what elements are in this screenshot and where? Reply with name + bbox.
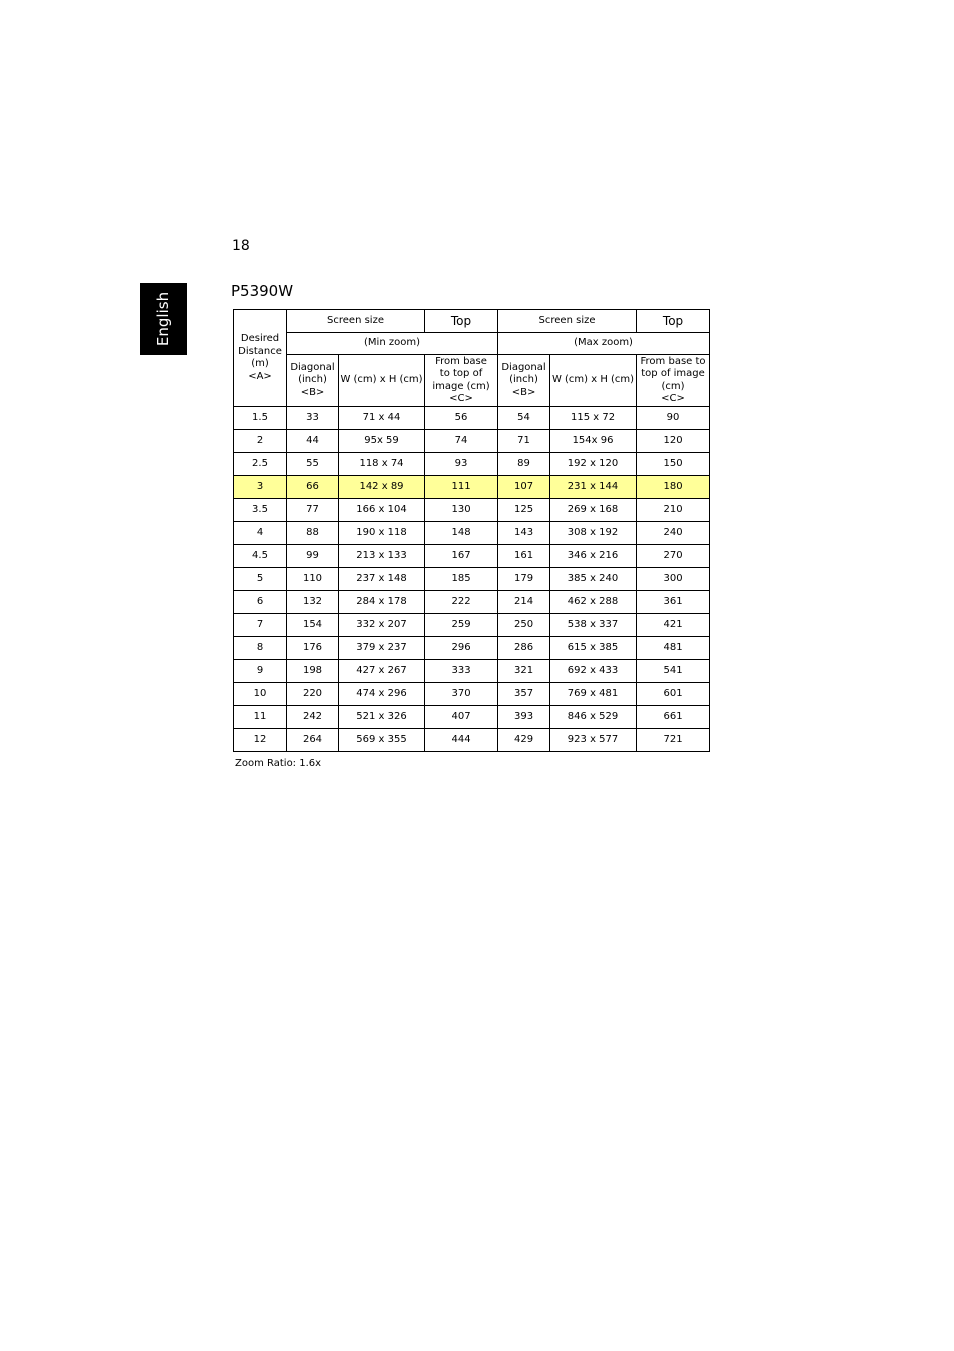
table-row [234, 706, 710, 729]
cell-diagonal-min: 99 [287, 545, 339, 568]
cell-wh-min: 284 x 178 [339, 591, 425, 614]
cell-diagonal-max: 321 [498, 660, 550, 683]
cell-top-min: 222 [425, 591, 498, 614]
cell-diagonal-max: 54 [498, 407, 550, 430]
cell-wh-max: 346 x 216 [550, 545, 637, 568]
cell-diagonal-min: 66 [287, 476, 339, 499]
cell-top-min: 333 [425, 660, 498, 683]
cell-wh-min: 166 x 104 [339, 499, 425, 522]
cell-wh-max: 308 x 192 [550, 522, 637, 545]
cell-wh-max: 769 x 481 [550, 683, 637, 706]
cell-wh-min: 95x 59 [339, 430, 425, 453]
cell-top-min: 407 [425, 706, 498, 729]
cell-diagonal-max: 286 [498, 637, 550, 660]
header-max-zoom: (Max zoom) [498, 333, 710, 355]
cell-top-max: 210 [637, 499, 710, 522]
cell-diagonal-min: 264 [287, 729, 339, 752]
cell-diagonal-max: 89 [498, 453, 550, 476]
cell-top-max: 601 [637, 683, 710, 706]
cell-top-min: 148 [425, 522, 498, 545]
cell-diagonal-max: 357 [498, 683, 550, 706]
cell-wh-min: 379 x 237 [339, 637, 425, 660]
cell-wh-max: 154x 96 [550, 430, 637, 453]
table-row [234, 568, 710, 591]
cell-top-max: 481 [637, 637, 710, 660]
cell-distance: 2 [234, 430, 287, 453]
table-row [234, 430, 710, 453]
cell-wh-max: 462 x 288 [550, 591, 637, 614]
cell-diagonal-max: 71 [498, 430, 550, 453]
header-wh-min: W (cm) x H (cm) [339, 355, 425, 407]
cell-distance: 8 [234, 637, 287, 660]
cell-diagonal-min: 55 [287, 453, 339, 476]
header-wh-max: W (cm) x H (cm) [550, 355, 637, 407]
cell-wh-min: 190 x 118 [339, 522, 425, 545]
cell-wh-max: 538 x 337 [550, 614, 637, 637]
cell-distance: 3.5 [234, 499, 287, 522]
cell-diagonal-min: 44 [287, 430, 339, 453]
cell-diagonal-max: 393 [498, 706, 550, 729]
cell-wh-min: 521 x 326 [339, 706, 425, 729]
cell-top-min: 259 [425, 614, 498, 637]
cell-top-min: 74 [425, 430, 498, 453]
cell-top-min: 296 [425, 637, 498, 660]
cell-top-min: 444 [425, 729, 498, 752]
cell-top-min: 185 [425, 568, 498, 591]
cell-distance: 12 [234, 729, 287, 752]
table-row [234, 614, 710, 637]
cell-wh-max: 115 x 72 [550, 407, 637, 430]
header-diagonal-max: Diagonal (inch) <B> [498, 355, 550, 407]
header-screen-size-max: Screen size [498, 310, 637, 333]
table-row [234, 522, 710, 545]
table-row-highlighted [234, 476, 710, 499]
header-desired-distance: Desired Distance (m) <A> [234, 310, 287, 407]
header-top-min: Top [425, 310, 498, 333]
cell-top-max: 361 [637, 591, 710, 614]
cell-diagonal-max: 179 [498, 568, 550, 591]
cell-diagonal-min: 198 [287, 660, 339, 683]
cell-wh-min: 427 x 267 [339, 660, 425, 683]
header-screen-size-min: Screen size [287, 310, 425, 333]
table-row [234, 660, 710, 683]
language-tab [140, 283, 187, 355]
cell-top-max: 721 [637, 729, 710, 752]
cell-distance: 11 [234, 706, 287, 729]
cell-diagonal-min: 154 [287, 614, 339, 637]
table-row [234, 729, 710, 752]
page-number: 18 [232, 238, 250, 254]
cell-diagonal-max: 143 [498, 522, 550, 545]
cell-top-min: 130 [425, 499, 498, 522]
cell-top-min: 93 [425, 453, 498, 476]
table-row [234, 499, 710, 522]
cell-top-max: 240 [637, 522, 710, 545]
cell-wh-min: 474 x 296 [339, 683, 425, 706]
table-row [234, 683, 710, 706]
cell-top-max: 270 [637, 545, 710, 568]
cell-wh-min: 71 x 44 [339, 407, 425, 430]
cell-top-min: 370 [425, 683, 498, 706]
cell-diagonal-min: 110 [287, 568, 339, 591]
header-from-base-max: From base to top of image (cm) <C> [637, 355, 710, 407]
cell-diagonal-min: 88 [287, 522, 339, 545]
cell-distance: 6 [234, 591, 287, 614]
cell-top-max: 421 [637, 614, 710, 637]
cell-wh-min: 118 x 74 [339, 453, 425, 476]
cell-diagonal-max: 125 [498, 499, 550, 522]
model-title: P5390W [231, 282, 294, 300]
cell-wh-max: 269 x 168 [550, 499, 637, 522]
cell-wh-min: 213 x 133 [339, 545, 425, 568]
cell-diagonal-max: 161 [498, 545, 550, 568]
cell-top-max: 150 [637, 453, 710, 476]
cell-top-max: 661 [637, 706, 710, 729]
cell-diagonal-min: 242 [287, 706, 339, 729]
cell-wh-max: 615 x 385 [550, 637, 637, 660]
zoom-ratio-note: Zoom Ratio: 1.6x [235, 758, 322, 769]
table-row [234, 637, 710, 660]
cell-top-max: 180 [637, 476, 710, 499]
cell-wh-max: 846 x 529 [550, 706, 637, 729]
cell-wh-max: 192 x 120 [550, 453, 637, 476]
cell-top-max: 120 [637, 430, 710, 453]
cell-wh-max: 692 x 433 [550, 660, 637, 683]
cell-top-max: 300 [637, 568, 710, 591]
cell-diagonal-min: 33 [287, 407, 339, 430]
cell-distance: 9 [234, 660, 287, 683]
cell-diagonal-max: 429 [498, 729, 550, 752]
cell-diagonal-min: 132 [287, 591, 339, 614]
cell-distance: 4 [234, 522, 287, 545]
cell-wh-min: 569 x 355 [339, 729, 425, 752]
cell-distance: 4.5 [234, 545, 287, 568]
cell-distance: 7 [234, 614, 287, 637]
cell-wh-min: 142 x 89 [339, 476, 425, 499]
cell-distance: 5 [234, 568, 287, 591]
header-from-base-min: From base to top of image (cm) <C> [425, 355, 498, 407]
cell-wh-min: 237 x 148 [339, 568, 425, 591]
cell-diagonal-max: 250 [498, 614, 550, 637]
cell-diagonal-min: 176 [287, 637, 339, 660]
table-row [234, 545, 710, 568]
cell-top-min: 167 [425, 545, 498, 568]
cell-distance: 2.5 [234, 453, 287, 476]
cell-top-min: 111 [425, 476, 498, 499]
cell-diagonal-max: 214 [498, 591, 550, 614]
cell-wh-max: 923 x 577 [550, 729, 637, 752]
header-min-zoom: (Min zoom) [287, 333, 498, 355]
projection-distance-table [233, 309, 710, 752]
table-row [234, 407, 710, 430]
cell-distance: 3 [234, 476, 287, 499]
table-row [234, 591, 710, 614]
cell-top-max: 90 [637, 407, 710, 430]
header-top-max: Top [637, 310, 710, 333]
cell-wh-max: 231 x 144 [550, 476, 637, 499]
cell-diagonal-min: 77 [287, 499, 339, 522]
cell-diagonal-max: 107 [498, 476, 550, 499]
cell-distance: 1.5 [234, 407, 287, 430]
cell-top-max: 541 [637, 660, 710, 683]
table-row [234, 453, 710, 476]
language-tab-label: English [154, 291, 173, 347]
cell-top-min: 56 [425, 407, 498, 430]
cell-wh-min: 332 x 207 [339, 614, 425, 637]
cell-diagonal-min: 220 [287, 683, 339, 706]
cell-distance: 10 [234, 683, 287, 706]
cell-wh-max: 385 x 240 [550, 568, 637, 591]
header-diagonal-min: Diagonal (inch) <B> [287, 355, 339, 407]
